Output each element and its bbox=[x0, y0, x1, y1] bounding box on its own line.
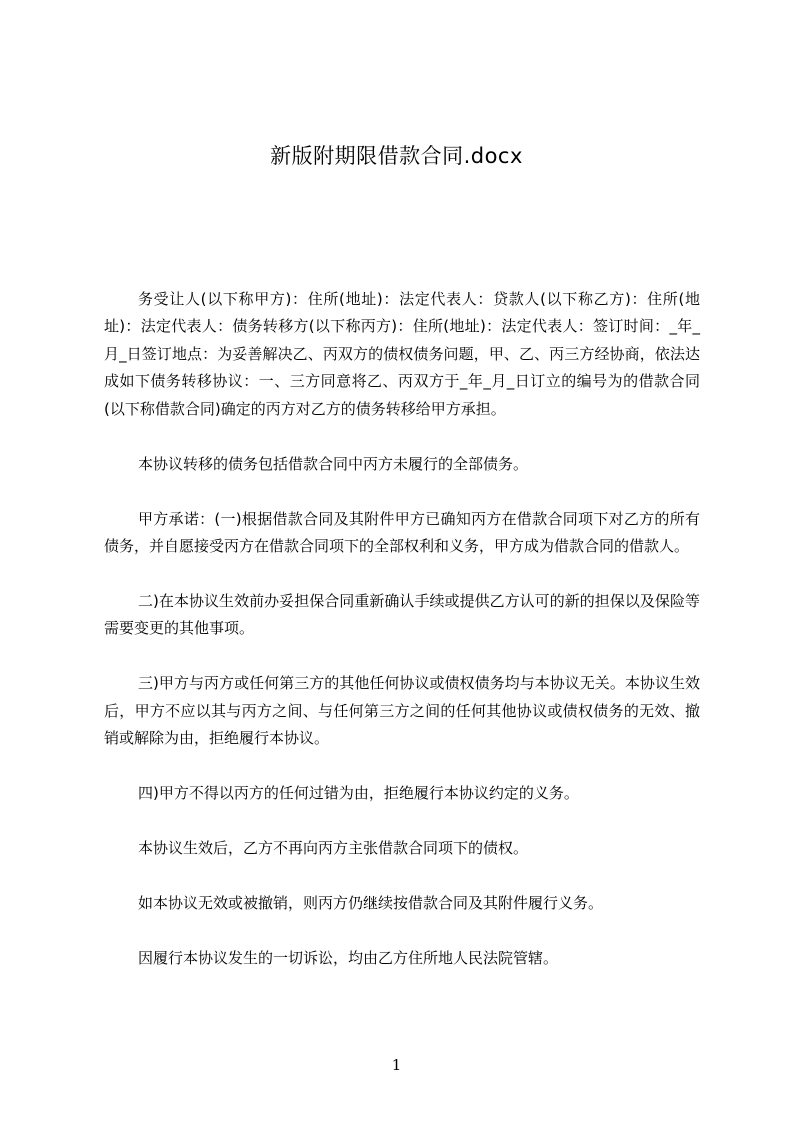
paragraph-jurisdiction: 因履行本协议发生的一切诉讼，均由乙方住所地人民法院管辖。 bbox=[138, 949, 559, 968]
paragraph-debt-scope: 本协议转移的债务包括借款合同中丙方未履行的全部债务。 bbox=[138, 454, 529, 473]
paragraph-invalidity: 如本协议无效或被撤销，则丙方仍继续按借款合同及其附件履行义务。 bbox=[138, 894, 604, 913]
paragraph-party-a-promise-1: 甲方承诺：(一)根据借款合同及其附件甲方已确知丙方在借款合同项下对乙方的所有债务，并自愿接受丙方在借款合同项下的全部权利和义务，甲方成为借款合同的借款人。 bbox=[104, 509, 700, 556]
paragraph-intro: 务受让人(以下称甲方)：住所(地址)：法定代表人：贷款人(以下称乙方)：住所(地址)：法定代表人：债务转移方(以下称丙方)：住所(地址)：法定代表人：签订时间：_年_月_日签订地点：为妥善解决乙、丙双方的债权债务问题，甲、乙、丙三方经协商，依法达成如下债务转移协议：一、三方同意将乙、丙双方于_年_月_日订立的编号为的借款合同(以下称借款合同)确定的丙方对乙方的债务转移给甲方承担。 bbox=[104, 290, 700, 418]
document-body bbox=[104, 286, 700, 1000]
paragraph-party-a-promise-3: 三)甲方与丙方或任何第三方的其他任何协议或债权债务均与本协议无关。本协议生效后，甲方不应以其与丙方之间、与任何第三方之间的任何其他协议或债权债务的无效、撤销或解除为由，拒绝履行本协议。 bbox=[104, 674, 700, 748]
page-number: 1 bbox=[391, 1056, 402, 1074]
paragraph-effect: 本协议生效后，乙方不再向丙方主张借款合同项下的债权。 bbox=[138, 839, 529, 858]
paragraph-party-a-promise-2: 二)在本协议生效前办妥担保合同重新确认手续或提供乙方认可的新的担保以及保险等需要变更的其他事项。 bbox=[104, 592, 700, 638]
document-title: 新版附期限借款合同.docx bbox=[270, 144, 523, 168]
paragraph-party-a-promise-4: 四)甲方不得以丙方的任何过错为由，拒绝履行本协议约定的义务。 bbox=[138, 784, 579, 803]
